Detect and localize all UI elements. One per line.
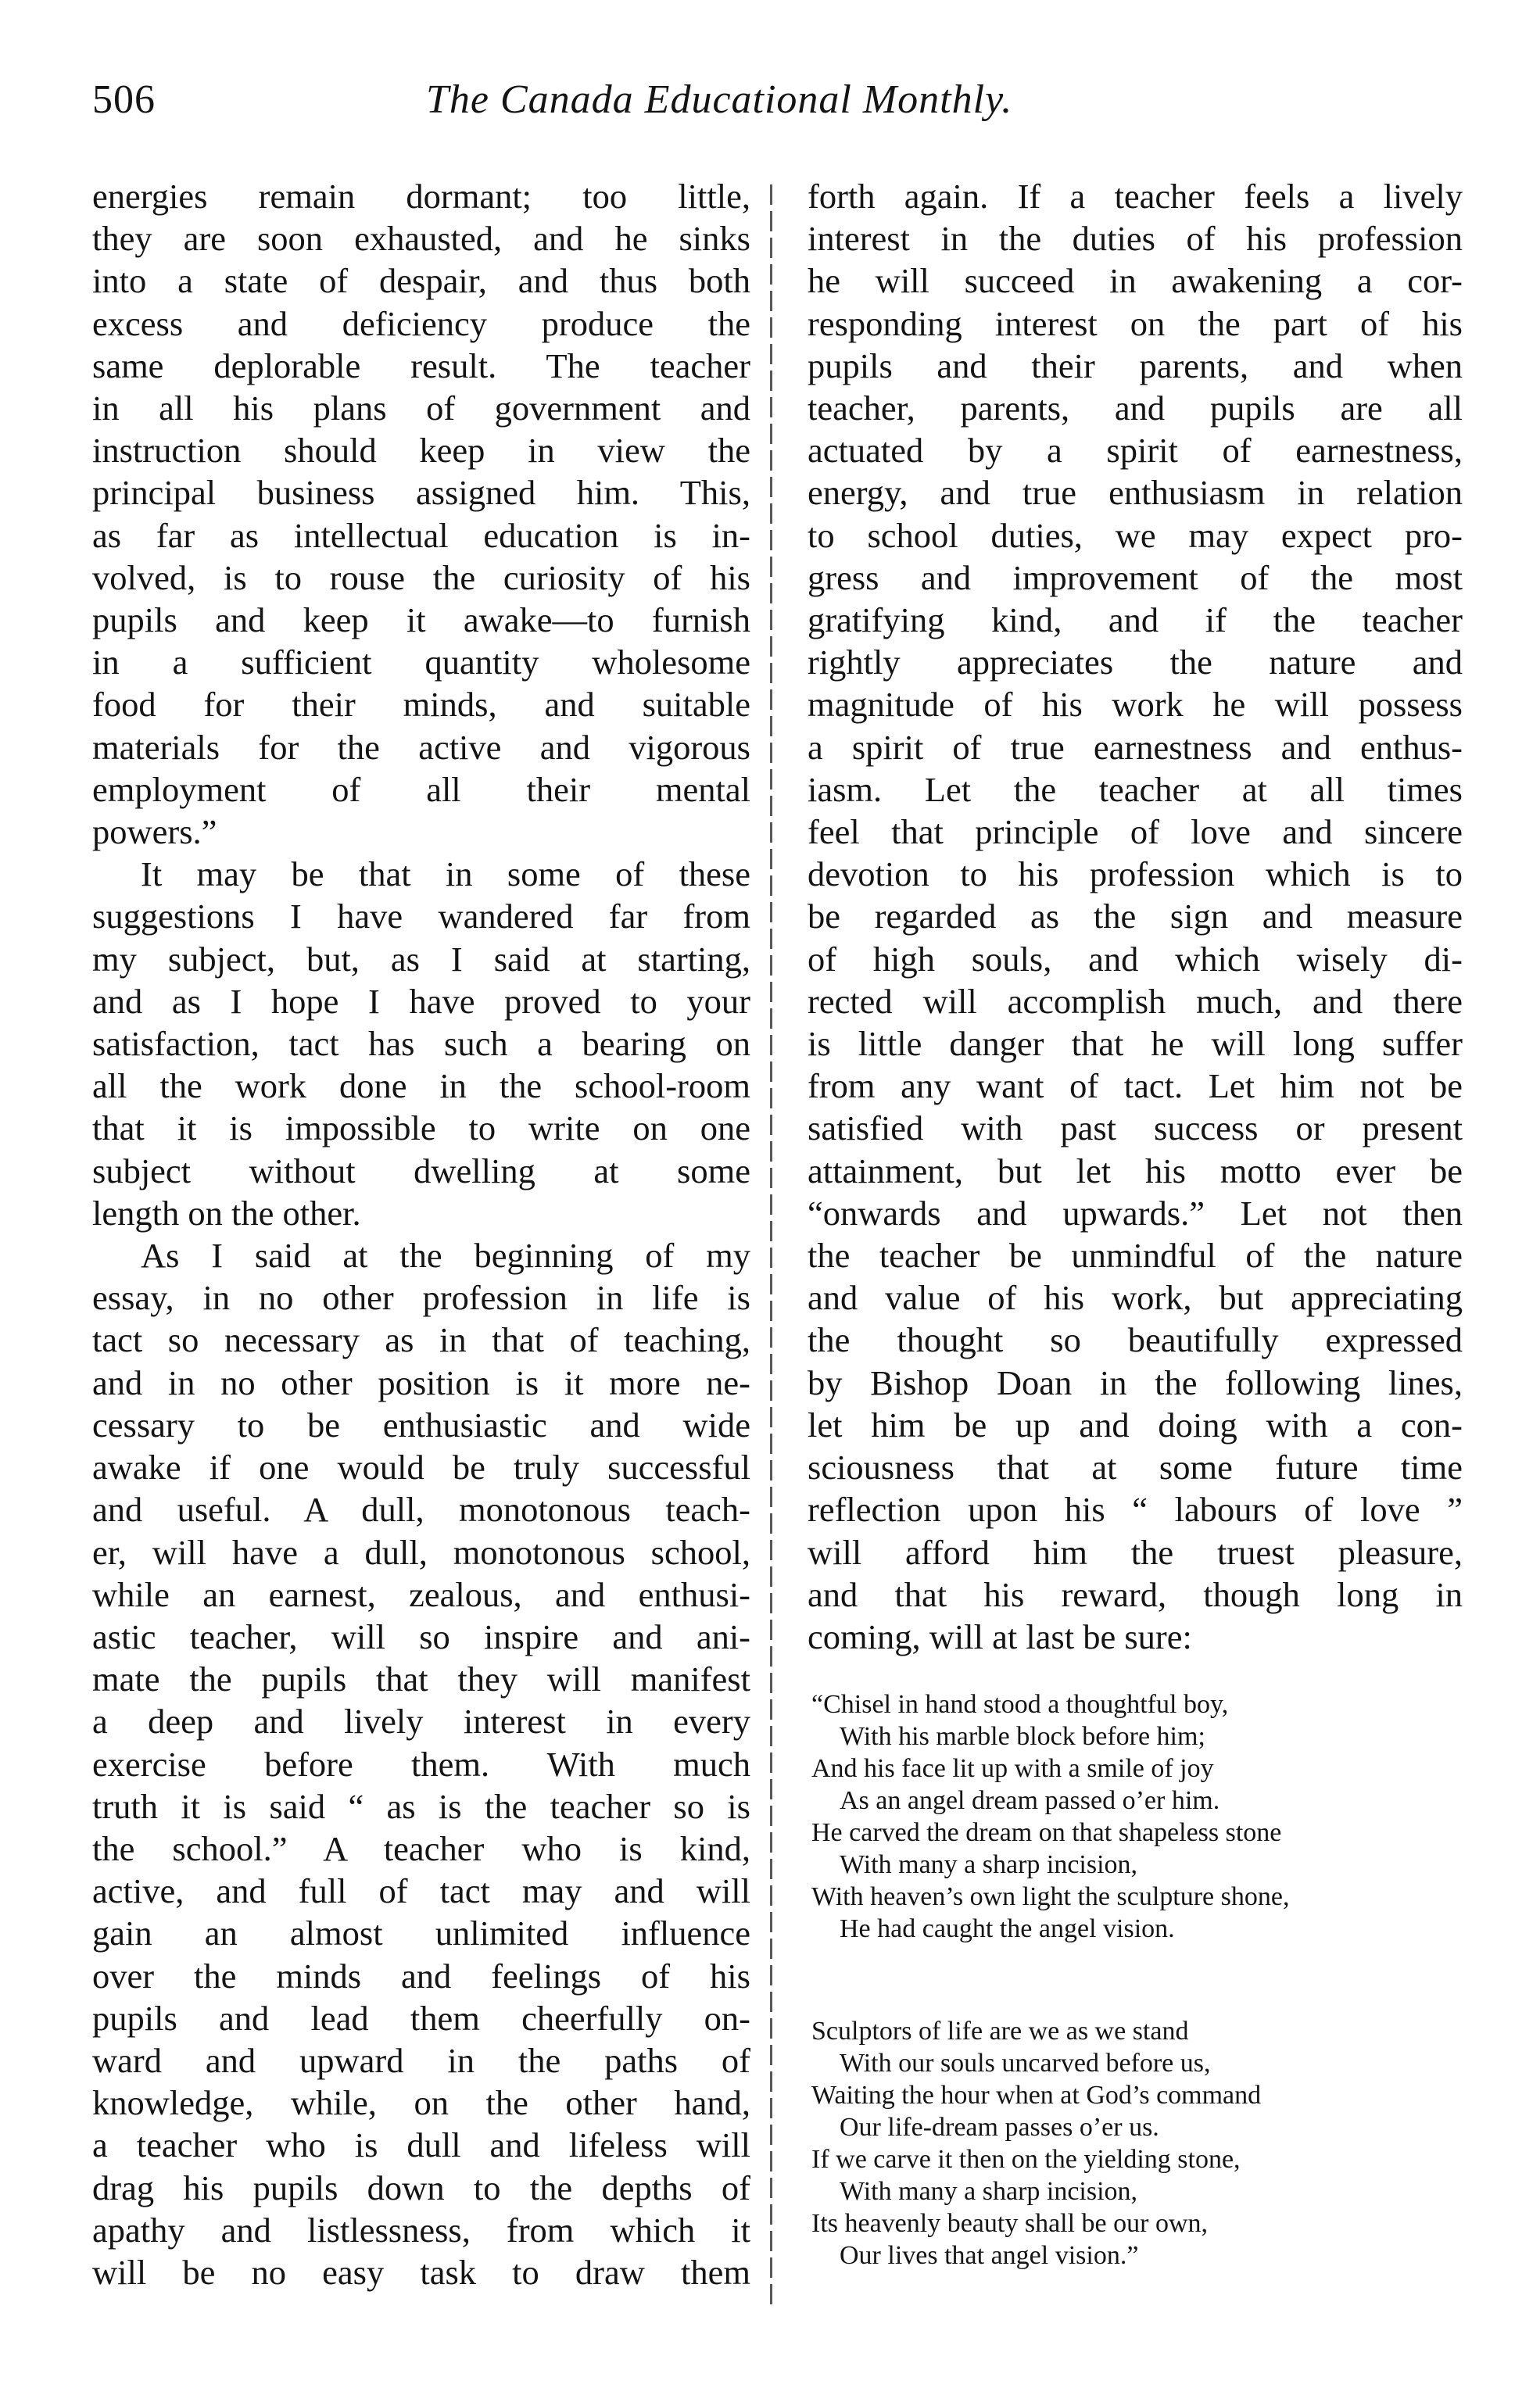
- text-line: the teacher be unmindful of the nature: [808, 1236, 1463, 1276]
- text-line: let him be up and doing with a con-: [808, 1405, 1463, 1445]
- text-line: astic teacher, will so inspire and ani-: [92, 1616, 750, 1656]
- verse-line: With our souls uncarved before us,: [840, 2049, 1211, 2078]
- text-line: employment of all their mental: [92, 769, 750, 809]
- text-line: and as I hope I have proved to your: [92, 981, 750, 1021]
- text-line: exercise before them. With much: [92, 1744, 750, 1784]
- text-line: is little danger that he will long suffer: [808, 1024, 1463, 1064]
- text-line: gress and improvement of the most: [808, 557, 1463, 597]
- verse-line: He had caught the angel vision.: [840, 1914, 1175, 1943]
- text-line: rected will accomplish much, and there: [808, 981, 1463, 1021]
- text-line: satisfaction, tact has such a bearing on: [92, 1024, 750, 1064]
- text-line: drag his pupils down to the depths of: [92, 2168, 750, 2207]
- verse-line: If we carve it then on the yielding stone,: [811, 2145, 1241, 2174]
- text-line: as far as intellectual education is in-: [92, 515, 750, 555]
- text-line: and in no other position is it more ne-: [92, 1362, 750, 1402]
- text-line: coming, will at last be sure:: [808, 1616, 1192, 1656]
- text-line: sciousness that at some future time: [808, 1448, 1463, 1488]
- text-line: will be no easy task to draw them: [92, 2252, 750, 2292]
- text-line: will afford him the truest pleasure,: [808, 1532, 1463, 1572]
- text-line: a teacher who is dull and lifeless will: [92, 2125, 750, 2165]
- text-line: a deep and lively interest in every: [92, 1702, 750, 1742]
- text-line: the thought so beautifully expressed: [808, 1320, 1463, 1360]
- text-line: truth it is said “ as is the teacher so is: [92, 1786, 750, 1826]
- text-line: pupils and keep it awake—to furnish: [92, 600, 750, 640]
- left-column: [92, 175, 750, 2293]
- verse-line: Waiting the hour when at God’s command: [811, 2081, 1262, 2110]
- text-line: into a state of despair, and thus both: [92, 261, 750, 301]
- column-divider: [770, 184, 772, 2311]
- text-line: from any want of tact. Let him not be: [808, 1066, 1463, 1106]
- text-line: food for their minds, and suitable: [92, 685, 750, 725]
- text-line: essay, in no other profession in life is: [92, 1278, 750, 1318]
- text-line: forth again. If a teacher feels a lively: [808, 177, 1463, 216]
- text-line: and that his reward, though long in: [808, 1574, 1463, 1614]
- text-line: all the work done in the school-room: [92, 1066, 750, 1106]
- text-line: subject without dwelling at some: [92, 1151, 750, 1190]
- page-number: 506: [92, 77, 156, 122]
- text-line: awake if one would be truly successful: [92, 1448, 750, 1488]
- text-line: ward and upward in the paths of: [92, 2040, 750, 2080]
- verse-line: As an angel dream passed o’er him.: [840, 1786, 1220, 1815]
- text-line: “onwards and upwards.” Let not then: [808, 1193, 1463, 1233]
- text-line: magnitude of his work he will possess: [808, 685, 1463, 725]
- text-line: iasm. Let the teacher at all times: [808, 769, 1463, 809]
- text-line: attainment, but let his motto ever be: [808, 1151, 1463, 1190]
- text-line: reflection upon his “ labours of love ”: [808, 1490, 1463, 1530]
- poem-stanza-1: [811, 1688, 1452, 1945]
- verse-line: With many a sharp incision,: [840, 2177, 1138, 2206]
- text-line: length on the other.: [92, 1193, 361, 1233]
- text-line: cessary to be enthusiastic and wide: [92, 1405, 750, 1445]
- text-line: of high souls, and which wisely di-: [808, 939, 1463, 979]
- poem-stanza-2: [811, 2015, 1452, 2272]
- verse-line: Sculptors of life are we as we stand: [811, 2017, 1189, 2046]
- verse-line: With heaven’s own light the sculpture shone,: [811, 1882, 1290, 1911]
- text-line: feel that principle of love and sincere: [808, 812, 1463, 852]
- text-line: they are soon exhausted, and he sinks: [92, 219, 750, 259]
- text-line: he will succeed in awakening a cor-: [808, 261, 1463, 301]
- text-line: active, and full of tact may and will: [92, 1871, 750, 1911]
- text-line: responding interest on the part of his: [808, 303, 1463, 343]
- text-line: my subject, but, as I said at starting,: [92, 939, 750, 979]
- text-line: interest in the duties of his profession: [808, 219, 1463, 259]
- verse-line: With many a sharp incision,: [840, 1850, 1138, 1879]
- text-line: energies remain dormant; too little,: [92, 177, 750, 216]
- text-line: to school duties, we may expect pro-: [808, 515, 1463, 555]
- text-line: pupils and lead them cheerfully on-: [92, 1998, 750, 2038]
- text-line: powers.”: [92, 812, 217, 852]
- verse-line: Its heavenly beauty shall be our own,: [811, 2209, 1209, 2238]
- text-line: knowledge, while, on the other hand,: [92, 2083, 750, 2123]
- right-column: [808, 175, 1463, 1658]
- text-line: rightly appreciates the nature and: [808, 643, 1463, 682]
- text-line: apathy and listlessness, from which it: [92, 2210, 750, 2250]
- text-line: that it is impossible to write on one: [92, 1108, 750, 1148]
- text-line: volved, is to rouse the curiosity of his: [92, 557, 750, 597]
- paragraph-start-line: It may be that in some of these: [141, 854, 750, 894]
- text-line: materials for the active and vigorous: [92, 727, 750, 767]
- text-line: by Bishop Doan in the following lines,: [808, 1362, 1463, 1402]
- verse-line: With his marble block before him;: [840, 1722, 1205, 1751]
- running-title: The Canada Educational Monthly.: [426, 77, 1013, 122]
- text-line: in a sufficient quantity wholesome: [92, 643, 750, 682]
- text-line: over the minds and feelings of his: [92, 1956, 750, 1996]
- text-line: same deplorable result. The teacher: [92, 345, 750, 385]
- text-line: er, will have a dull, monotonous school,: [92, 1532, 750, 1572]
- text-line: suggestions I have wandered far from: [92, 897, 750, 936]
- text-line: actuated by a spirit of earnestness,: [808, 431, 1463, 471]
- verse-line: “Chisel in hand stood a thoughtful boy,: [811, 1690, 1229, 1719]
- text-line: in all his plans of government and: [92, 388, 750, 428]
- verse-line: Our life-dream passes o’er us.: [840, 2113, 1159, 2142]
- text-line: gain an almost unlimited influence: [92, 1914, 750, 1953]
- verse-line: He carved the dream on that shapeless stone: [811, 1818, 1282, 1847]
- text-line: principal business assigned him. This,: [92, 473, 750, 513]
- paragraph-start-line: As I said at the beginning of my: [141, 1236, 750, 1276]
- verse-line: And his face lit up with a smile of joy: [811, 1754, 1214, 1783]
- text-line: satisfied with past success or present: [808, 1108, 1463, 1148]
- text-line: devotion to his profession which is to: [808, 854, 1463, 894]
- text-line: be regarded as the sign and measure: [808, 897, 1463, 936]
- text-line: teacher, parents, and pupils are all: [808, 388, 1463, 428]
- text-line: mate the pupils that they will manifest: [92, 1659, 750, 1699]
- text-line: a spirit of true earnestness and enthus-: [808, 727, 1463, 767]
- text-line: the school.” A teacher who is kind,: [92, 1828, 750, 1868]
- text-line: energy, and true enthusiasm in relation: [808, 473, 1463, 513]
- text-line: while an earnest, zealous, and enthusi-: [92, 1574, 750, 1614]
- text-line: excess and deficiency produce the: [92, 303, 750, 343]
- text-line: tact so necessary as in that of teaching,: [92, 1320, 750, 1360]
- text-line: pupils and their parents, and when: [808, 345, 1463, 385]
- text-line: and value of his work, but appreciating: [808, 1278, 1463, 1318]
- verse-line: Our lives that angel vision.”: [840, 2241, 1139, 2270]
- text-line: gratifying kind, and if the teacher: [808, 600, 1463, 640]
- text-line: instruction should keep in view the: [92, 431, 750, 471]
- text-line: and useful. A dull, monotonous teach-: [92, 1490, 750, 1530]
